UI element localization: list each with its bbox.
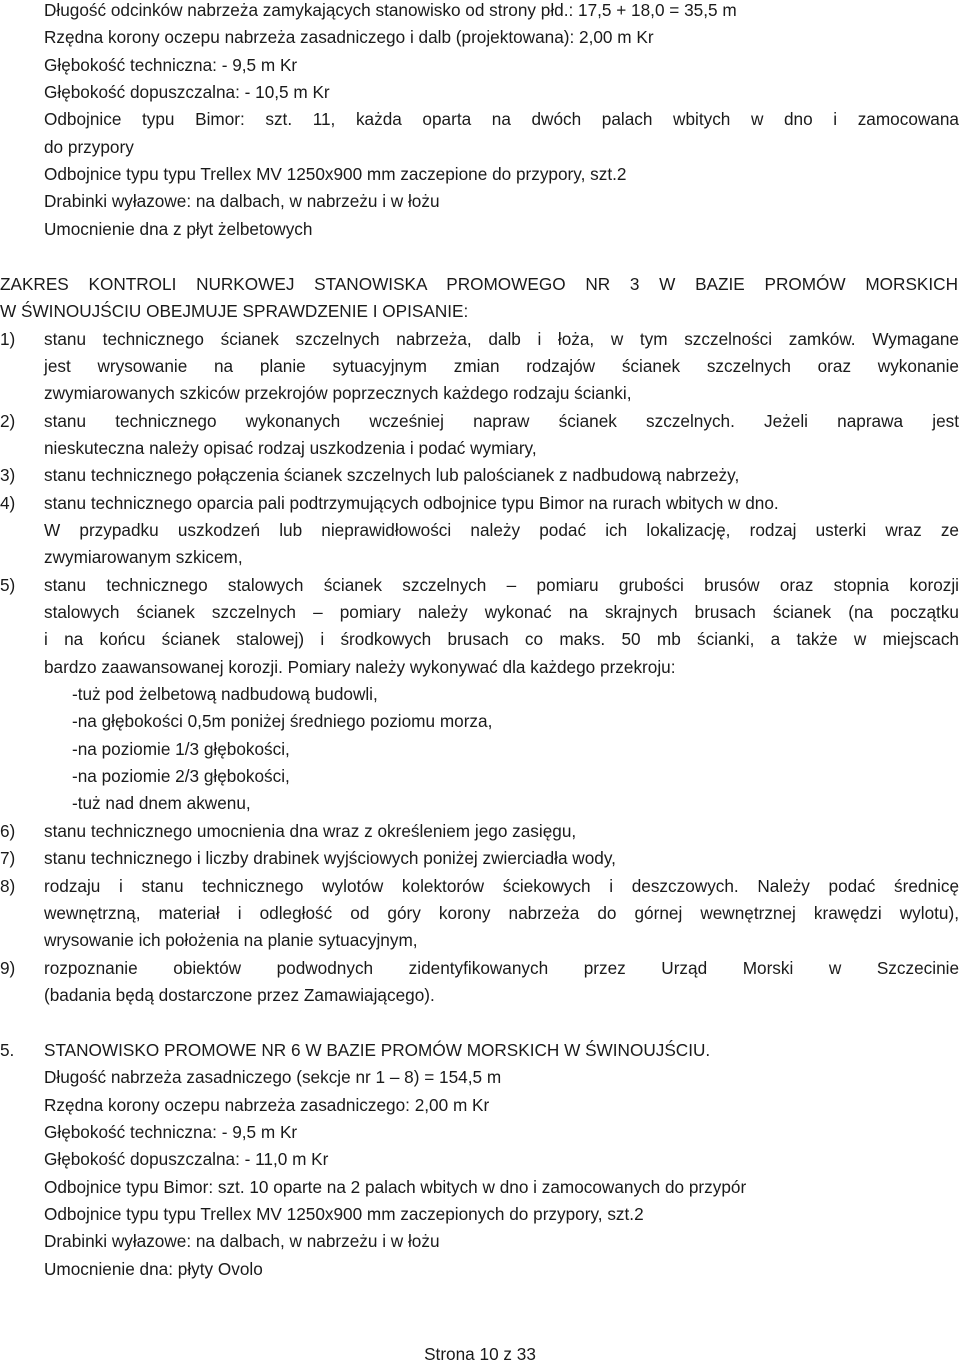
text-line: Długość odcinków nabrzeża zamykających stanowisko od strony płd.: 17,5 + 18,0 = 35,5 m <box>44 0 737 20</box>
scope-heading: ZAKRES KONTROLI NURKOWEJ STANOWISKA PROMOWEGO NR 3 W BAZIE PROMÓW MORSKICH <box>0 274 958 294</box>
list-item-text: zwymiarowanym szkicem, <box>44 547 243 567</box>
sub-list-item: -tuż pod żelbetową nadbudową budowli, <box>72 684 378 704</box>
text-line: Odbojnice typu typu Trellex MV 1250x900 mm zaczepione do przypory, szt.2 <box>44 164 627 184</box>
text-line: Głębokość techniczna: - 9,5 m Kr <box>44 1122 298 1142</box>
list-number: 2) <box>0 411 16 431</box>
list-item-text: (badania będą dostarczone przez Zamawiającego). <box>44 985 435 1005</box>
list-number: 3) <box>0 465 16 485</box>
text-line: Głębokość dopuszczalna: - 10,5 m Kr <box>44 82 330 102</box>
list-item-text: stanu technicznego umocnienia dna wraz z określeniem jego zasięgu, <box>44 821 577 841</box>
section-title: STANOWISKO PROMOWE NR 6 W BAZIE PROMÓW MORSKICH W ŚWINOUJŚCIU. <box>44 1040 711 1060</box>
text-line: Umocnienie dna: płyty Ovolo <box>44 1259 263 1279</box>
list-number: 8) <box>0 876 16 896</box>
list-item-text: rozpoznanie obiektów podwodnych zidentyfikowanych przez Urząd Morski w Szczecinie <box>44 958 959 978</box>
list-item-text: bardzo zaawansowanej korozji. Pomiary należy wykonywać dla każdego przekroju: <box>44 657 676 677</box>
text-line: Odbojnice typu typu Trellex MV 1250x900 mm zaczepionych do przypory, szt.2 <box>44 1204 644 1224</box>
list-item-text: jest wrysowanie na planie sytuacyjnym zmian rodzajów ścianek szczelnych oraz wykonanie <box>44 356 959 376</box>
list-number: 4) <box>0 493 16 513</box>
text-line: do przypory <box>44 137 134 157</box>
list-item-text: wrysowanie ich położenia na planie sytuacyjnym, <box>44 930 418 950</box>
text-line: Odbojnice typu Bimor: szt. 11, każda oparta na dwóch palach wbitych w dno i zamocowana <box>44 109 959 129</box>
text-line: Drabinki wyłazowe: na dalbach, w nabrzeżu i w łożu <box>44 191 440 211</box>
text-line: Głębokość dopuszczalna: - 11,0 m Kr <box>44 1149 329 1169</box>
page-footer: Strona 10 z 33 <box>424 1344 536 1364</box>
list-item-text: zwymiarowanych szkiców przekrojów poprzecznych każdego rodzaju ścianki, <box>44 383 632 403</box>
list-item-text: stalowych ścianek szczelnych – pomiary należy wykonać na skrajnych brusach ścianek (na początku <box>44 602 959 622</box>
section-number: 5. <box>0 1040 15 1060</box>
list-item-text: stanu technicznego oparcia pali podtrzymujących odbojnice typu Bimor na rurach wbitych w dno. <box>44 493 779 513</box>
list-item-text: W przypadku uszkodzeń lub nieprawidłowości należy podać ich lokalizację, rodzaj usterki wraz ze <box>44 520 959 540</box>
list-item-text: stanu technicznego połączenia ścianek szczelnych lub palościanek z nadbudową nabrzeży, <box>44 465 740 485</box>
sub-list-item: -na poziomie 2/3 głębokości, <box>72 766 290 786</box>
list-number: 9) <box>0 958 16 978</box>
list-item-text: stanu technicznego i liczby drabinek wyjściowych poniżej zwierciadła wody, <box>44 848 616 868</box>
scope-heading: W ŚWINOUJŚCIU OBEJMUJE SPRAWDZENIE I OPISANIE: <box>0 301 469 321</box>
list-item-text: i na końcu ścianek stalowej) i środkowych brusach co maks. 50 mb ścianki, a także w miejscach <box>44 629 959 649</box>
sub-list-item: -tuż nad dnem akwenu, <box>72 793 251 813</box>
list-item-text: stanu technicznego ścianek szczelnych nabrzeża, dalb i łoża, w tym szczelności zamków. Wymagane <box>44 329 959 349</box>
list-item-text: wewnętrzną, materiał i odległość od góry korony nabrzeża do górnej wewnętrznej krawędzi wylotu), <box>44 903 959 923</box>
text-line: Głębokość techniczna: - 9,5 m Kr <box>44 55 298 75</box>
text-line: Drabinki wyłazowe: na dalbach, w nabrzeżu i w łożu <box>44 1231 440 1251</box>
list-number: 1) <box>0 329 16 349</box>
text-line: Długość nabrzeża zasadniczego (sekcje nr 1 – 8) = 154,5 m <box>44 1067 502 1087</box>
list-number: 7) <box>0 848 16 868</box>
text-line: Odbojnice typu Bimor: szt. 10 oparte na 2 palach wbitych w dno i zamocowanych do przypór <box>44 1177 747 1197</box>
list-item-text: stanu technicznego wykonanych wcześniej napraw ścianek szczelnych. Jeżeli naprawa jest <box>44 411 959 431</box>
list-item-text: rodzaju i stanu technicznego wylotów kolektorów ściekowych i deszczowych. Należy podać średnicę <box>44 876 959 896</box>
list-item-text: stanu technicznego stalowych ścianek szczelnych – pomiaru grubości brusów oraz stopnia korozji <box>44 575 959 595</box>
list-number: 6) <box>0 821 16 841</box>
list-number: 5) <box>0 575 16 595</box>
sub-list-item: -na poziomie 1/3 głębokości, <box>72 739 290 759</box>
list-item-text: nieskuteczna należy opisać rodzaj uszkodzenia i podać wymiary, <box>44 438 537 458</box>
sub-list-item: -na głębokości 0,5m poniżej średniego poziomu morza, <box>72 711 493 731</box>
text-line: Rzędna korony oczepu nabrzeża zasadniczego i dalb (projektowana): 2,00 m Kr <box>44 27 654 47</box>
text-line: Rzędna korony oczepu nabrzeża zasadniczego: 2,00 m Kr <box>44 1095 490 1115</box>
text-line: Umocnienie dna z płyt żelbetowych <box>44 219 313 239</box>
